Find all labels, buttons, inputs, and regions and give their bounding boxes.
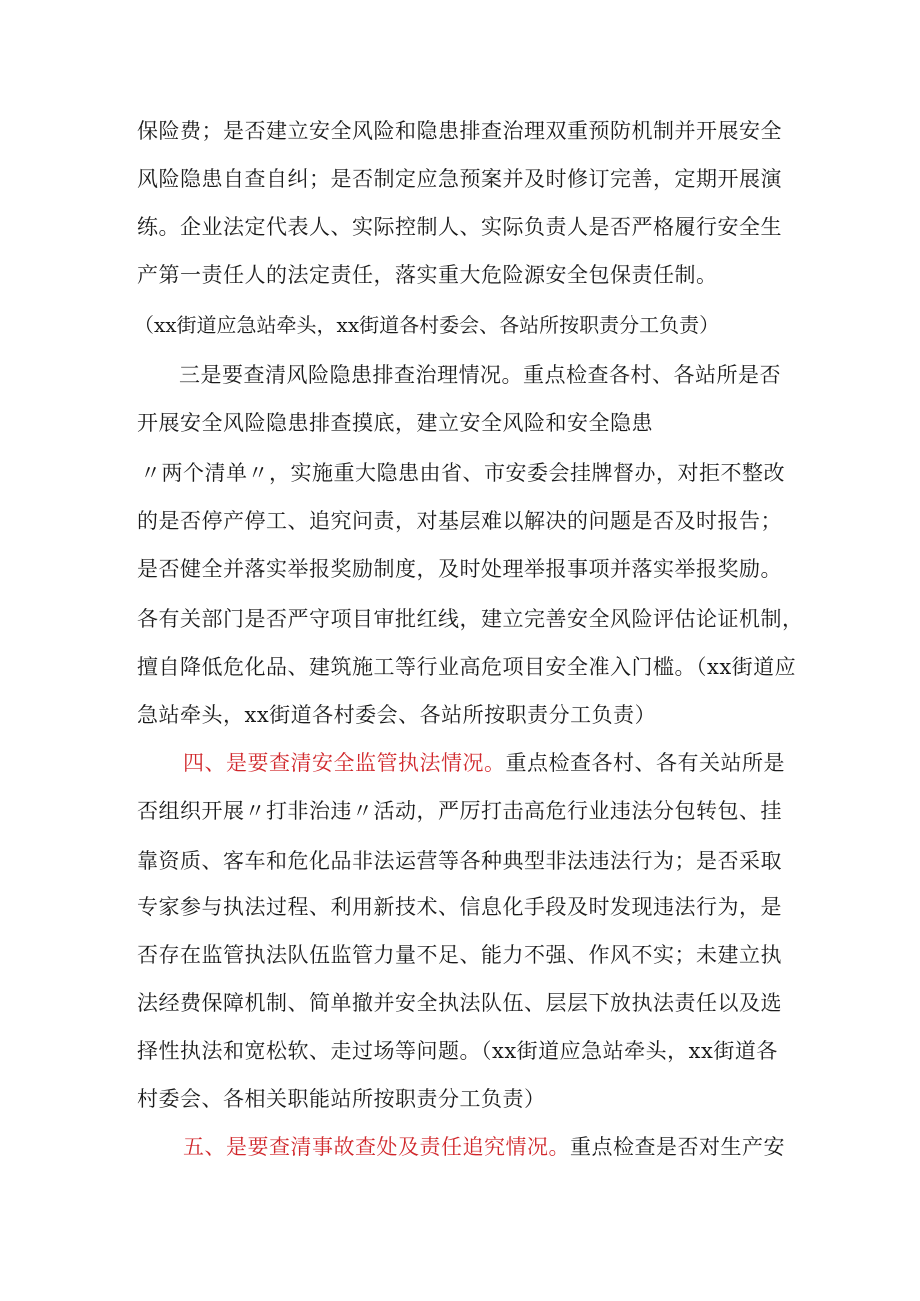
text-line-18	[137, 940, 782, 970]
line-text: 开展安全风险隐患排查摸底，建立安全风险和安全隐患	[137, 411, 653, 435]
text-line-2	[137, 164, 782, 194]
line-text: 保险费；是否建立安全风险和隐患排查治理双重预防机制并开展安全	[137, 119, 782, 143]
line-text: 各有关部门是否严守项目审批红线，建立完善安全风险评估论证机制，	[137, 607, 804, 631]
text-line-19	[137, 988, 782, 1018]
text-line-16	[137, 846, 782, 876]
text-line-1	[137, 116, 782, 146]
section-five-heading-line	[183, 1132, 785, 1162]
line-text: 练。企业法定代表人、实际控制人、实际负责人是否严格履行安全生	[137, 215, 782, 239]
line-text: 擅自降低危化品、建筑施工等行业高危项目安全准入门槛。（xx街道应	[137, 655, 797, 679]
line-text: （xx街道应急站牵头，xx街道各村委会、各站所按职责分工负责）	[134, 313, 720, 337]
text-line-4	[137, 260, 718, 290]
paragraph-three-first-line	[179, 360, 781, 390]
text-line-3	[137, 212, 782, 242]
line-text: 重点检查各村、各有关站所是	[505, 751, 785, 775]
line-text: 风险隐患自查自纠；是否制定应急预案并及时修订完善，定期开展演	[137, 167, 782, 191]
text-line-9	[137, 506, 782, 536]
line-text: 是否健全并落实举报奖励制度，及时处理举报事项并落实举报奖励。	[137, 557, 782, 581]
text-line-12	[137, 652, 796, 682]
line-text: 三是要查清风险隐患排查治理情况。重点检查各村、各站所是否	[179, 363, 781, 387]
line-text: 法经费保障机制、简单撤并安全执法队伍、层层下放执法责任以及选	[137, 991, 782, 1015]
text-line-15	[137, 796, 782, 826]
line-text: 村委会、各相关职能站所按职责分工负责）	[137, 1087, 546, 1111]
line-text: 〃两个清单〃，实施重大隐患由省、市安委会挂牌督办，对拒不整改	[140, 461, 785, 485]
text-line-20	[137, 1036, 778, 1066]
line-text: 专家参与执法过程、利用新技术、信息化手段及时发现违法行为，是	[137, 895, 782, 919]
text-line-7	[137, 408, 653, 438]
section-five-heading: 五、是要查清事故查处及责任追究情况。	[183, 1135, 570, 1159]
text-line-21	[137, 1084, 546, 1114]
responsibility-note-1	[134, 310, 719, 340]
text-line-10	[137, 554, 782, 584]
text-line-8	[140, 458, 785, 488]
line-text: 择性执法和宽松软、走过场等问题。（xx街道应急站牵头，xx街道各	[137, 1039, 778, 1063]
section-four-heading-line	[183, 748, 785, 778]
line-text: 急站牵头，xx街道各村委会、各站所按职责分工负责）	[137, 703, 657, 727]
line-text: 重点检查是否对生产安	[570, 1135, 785, 1159]
text-line-11	[137, 604, 804, 634]
line-text: 否存在监管执法队伍监管力量不足、能力不强、作风不实；未建立执	[137, 943, 782, 967]
text-line-13	[137, 700, 656, 730]
section-four-heading: 四、是要查清安全监管执法情况。	[183, 751, 506, 775]
line-text: 产第一责任人的法定责任，落实重大危险源安全包保责任制。	[137, 263, 718, 287]
line-text: 否组织开展〃打非治违〃活动，严厉打击高危行业违法分包转包、挂	[137, 799, 782, 823]
line-text: 靠资质、客车和危化品非法运营等各种典型非法违法行为；是否采取	[137, 849, 782, 873]
text-line-17	[137, 892, 782, 922]
line-text: 的是否停产停工、追究问责，对基层难以解决的问题是否及时报告；	[137, 509, 782, 533]
